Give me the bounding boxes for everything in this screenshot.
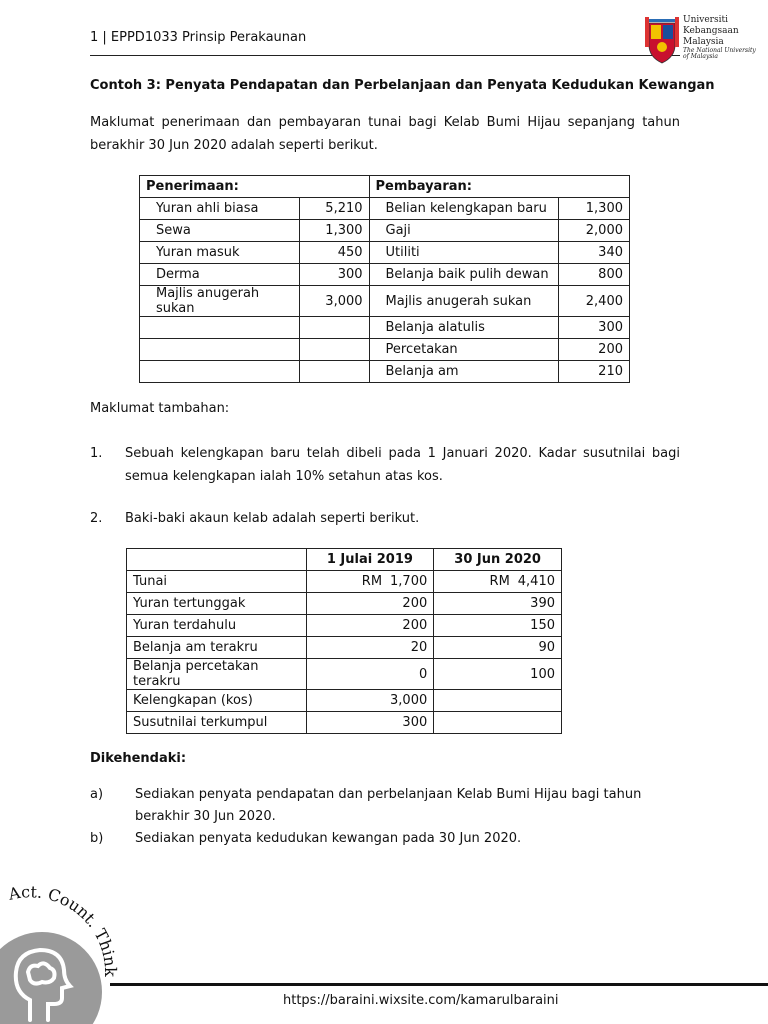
balance-amount: 20 [306,637,434,659]
requirement-text: Sediakan penyata pendapatan dan perbelanjaan Kelab Bumi Hijau bagi tahun berakhir 30 Jun 2020. [135,787,642,824]
logo-line-2: Kebangsaan [683,26,739,36]
table-header-row [140,176,630,198]
balance-amount [434,571,562,593]
balance-label: Belanja percetakan terakru [127,659,307,690]
requirement-item [90,828,690,850]
payment-amount: 200 [559,339,630,361]
receipt-label: Majlis anugerah sukan [140,286,300,317]
table-row [127,659,562,690]
payment-amount: 800 [559,264,630,286]
page-title: Contoh 3: Penyata Pendapatan dan Perbelanjaan dan Penyata Kedudukan Kewangan [90,78,715,93]
table-row [140,361,630,383]
payment-label: Gaji [369,220,559,242]
table-row [127,571,562,593]
table-row [127,593,562,615]
column-header: 30 Jun 2020 [434,549,562,571]
payment-amount: 2,000 [559,220,630,242]
payment-label: Utiliti [369,242,559,264]
balance-amount: 390 [434,593,562,615]
table-row [140,286,630,317]
receipt-label [140,339,300,361]
receipt-amount [299,317,369,339]
crest-icon [645,15,679,65]
requirement-label: a) [90,787,104,802]
required-heading: Dikehendaki: [90,751,187,766]
requirement-text: Sediakan penyata kedudukan kewangan pada 30 Jun 2020. [135,831,522,846]
table-row [127,690,562,712]
table-row [140,264,630,286]
payment-label: Belanja alatulis [369,317,559,339]
receipt-amount: 3,000 [299,286,369,317]
table-row [127,637,562,659]
payment-label: Belanja baik pulih dewan [369,264,559,286]
balance-value: 4,410 [517,574,555,589]
table-row [140,220,630,242]
university-logo [645,15,765,70]
note-text: Baki-baki akaun kelab adalah seperti berikut. [125,511,420,526]
balance-amount: 200 [306,593,434,615]
payment-amount: 300 [559,317,630,339]
receipt-amount: 450 [299,242,369,264]
balance-amount: 3,000 [306,690,434,712]
requirement-label: b) [90,831,104,846]
logo-line-1: Universiti [683,15,728,25]
payment-amount: 2,400 [559,286,630,317]
balance-amount [306,571,434,593]
balance-amount [434,690,562,712]
logo-line-3: Malaysia [683,37,724,47]
balance-label: Yuran tertunggak [127,593,307,615]
balance-label: Susutnilai terkumpul [127,712,307,734]
balance-amount: 300 [306,712,434,734]
receipt-amount: 1,300 [299,220,369,242]
footer-divider [110,983,768,986]
receipt-amount [299,339,369,361]
balance-amount: 150 [434,615,562,637]
additional-info-heading: Maklumat tambahan: [90,401,230,416]
balance-label: Tunai [127,571,307,593]
footer-url: https://baraini.wixsite.com/kamarulbaraini [283,993,559,1008]
balance-amount: 200 [306,615,434,637]
table-header-row [127,549,562,571]
header-divider [90,55,680,56]
table-row [127,712,562,734]
receipt-label [140,317,300,339]
intro-paragraph: Maklumat penerimaan dan pembayaran tunai bagi Kelab Bumi Hijau sepanjang tahun berakhir 30 Jun 2020 adalah seperti berikut. [90,115,680,153]
balance-label: Yuran terdahulu [127,615,307,637]
note-number: 2. [90,511,103,526]
receipts-payments-table [139,175,630,383]
blank-header [127,549,307,571]
payments-header: Pembayaran: [369,176,629,198]
table-row [140,339,630,361]
balance-value: 1,700 [390,574,428,589]
brand-mark [0,880,130,1024]
table-row [140,198,630,220]
receipt-label: Yuran ahli biasa [140,198,300,220]
balance-amount: 0 [306,659,434,690]
table-row [140,317,630,339]
receipt-amount: 300 [299,264,369,286]
receipts-header: Penerimaan: [140,176,370,198]
payment-amount: 1,300 [559,198,630,220]
receipt-label [140,361,300,383]
balance-amount [434,712,562,734]
balance-amount: 100 [434,659,562,690]
requirement-item [90,784,690,828]
payment-label: Belian kelengkapan baru [369,198,559,220]
currency-label: RM [361,574,383,589]
receipt-amount [299,361,369,383]
page-header: 1 | EPPD1033 Prinsip Perakaunan [90,30,307,45]
balance-label: Belanja am terakru [127,637,307,659]
payment-label: Percetakan [369,339,559,361]
payment-amount: 340 [559,242,630,264]
balances-table [126,548,562,734]
payment-amount: 210 [559,361,630,383]
currency-label: RM [489,574,510,589]
note-number: 1. [90,446,103,461]
receipt-label: Sewa [140,220,300,242]
note-item [90,442,680,488]
table-row [140,242,630,264]
logo-tagline: The National University of Malaysia [683,47,756,60]
balance-label: Kelengkapan (kos) [127,690,307,712]
receipt-label: Derma [140,264,300,286]
payment-label: Belanja am [369,361,559,383]
column-header: 1 Julai 2019 [306,549,434,571]
brand-slogan-text: Act. Count. Think [6,882,121,977]
receipt-label: Yuran masuk [140,242,300,264]
payment-label: Majlis anugerah sukan [369,286,559,317]
receipt-amount: 5,210 [299,198,369,220]
note-text: Sebuah kelengkapan baru telah dibeli pada 1 Januari 2020. Kadar susutnilai bagi semua kelengkapan ialah 10% setahun atas kos. [125,446,680,484]
note-item [90,507,680,530]
table-row [127,615,562,637]
balance-amount: 90 [434,637,562,659]
